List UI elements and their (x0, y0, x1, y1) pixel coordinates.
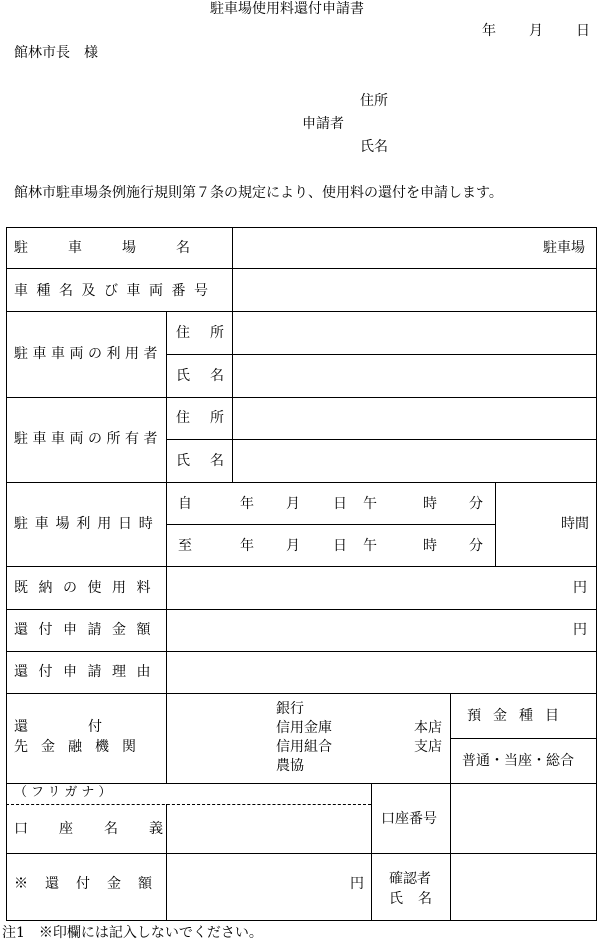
final-refund-field[interactable] (167, 854, 370, 920)
paid-fee-unit: 円 (573, 580, 587, 596)
deposit-type-label: 預金種目 (467, 708, 571, 724)
applicant-address-label: 住所 (360, 93, 388, 109)
period-hours-unit: 時間 (561, 516, 589, 532)
account-furigana-field[interactable] (167, 784, 370, 804)
final-refund-label: ※還付金額 (14, 876, 169, 892)
furigana-label: （フリガナ） (14, 785, 116, 800)
period-from-label: 自 (178, 496, 192, 512)
paid-fee-field[interactable] (167, 567, 595, 608)
confirmer-name-label: 氏名 (389, 891, 447, 907)
refund-amount-label: 還付申請金額 (14, 622, 161, 638)
owner-name-label: 氏名 (176, 453, 244, 469)
institution-shinkumi: 信用組合 (276, 739, 332, 755)
from-day-unit: 日 (333, 496, 347, 512)
footer-note: 注1 ※印欄には記入しないでください。 (2, 925, 263, 941)
refund-amount-unit: 円 (573, 622, 587, 638)
to-ampm-unit: 午 (363, 538, 377, 554)
form-title: 駐車場使用料還付申請書 (210, 1, 364, 17)
institution-nokyo: 農協 (276, 758, 304, 774)
user-label: 駐車車両の利用者 (14, 346, 162, 362)
vehicle-label: 車種名及び車両番号 (14, 283, 217, 299)
applicant-group-label: 申請者 (302, 116, 344, 132)
from-ampm-unit: 午 (363, 496, 377, 512)
user-name-label: 氏名 (176, 368, 244, 384)
user-address-field[interactable] (233, 312, 595, 353)
period-label: 駐車場利用日時 (14, 516, 160, 532)
owner-address-label: 住所 (176, 410, 244, 426)
confirmer-seal-field[interactable] (451, 854, 595, 920)
applicant-name-label: 氏名 (360, 139, 388, 155)
reason-label: 還付申請理由 (14, 664, 161, 680)
from-month-unit: 月 (286, 496, 300, 512)
reason-field[interactable] (167, 652, 595, 692)
user-address-label: 住所 (176, 325, 244, 341)
from-minute-unit: 分 (469, 496, 483, 512)
parking-name-label: 駐車場名 (14, 240, 230, 256)
account-number-label: 口座番号 (381, 811, 437, 827)
from-hour-unit: 時 (423, 496, 437, 512)
addressee: 館林市長 様 (14, 45, 98, 61)
deposit-type-options[interactable]: 普通・当座・総合 (462, 753, 574, 769)
branch-sub: 支店 (414, 739, 442, 755)
from-year-unit: 年 (240, 496, 254, 512)
declaration-text: 館林市駐車場条例施行規則第７条の規定により、使用料の還付を申請します。 (14, 185, 503, 201)
user-name-field[interactable] (233, 355, 595, 396)
to-year-unit: 年 (240, 538, 254, 554)
to-minute-unit: 分 (469, 538, 483, 554)
paid-fee-label: 既納の使用料 (14, 580, 161, 596)
to-hour-unit: 時 (423, 538, 437, 554)
period-to-label: 至 (178, 538, 192, 554)
to-month-unit: 月 (286, 538, 300, 554)
bank-label-bottom: 先金融機関 (14, 739, 149, 755)
branch-main: 本店 (414, 720, 442, 736)
to-day-unit: 日 (333, 538, 347, 554)
vehicle-field[interactable] (233, 269, 595, 310)
owner-label: 駐車車両の所有者 (14, 431, 162, 447)
bank-label-top: 還付 (14, 719, 162, 735)
account-number-field[interactable] (451, 784, 595, 852)
account-holder-label: 口座名義 (14, 821, 194, 837)
institution-shinkin: 信用金庫 (276, 720, 332, 736)
bank-name-field[interactable] (167, 694, 449, 783)
date-day: 日 (576, 23, 590, 39)
account-holder-field[interactable] (167, 805, 370, 852)
date-year: 年 (482, 23, 496, 39)
parking-name-field[interactable] (233, 228, 595, 267)
owner-address-field[interactable] (233, 398, 595, 438)
final-refund-unit: 円 (350, 876, 364, 892)
date-month: 月 (529, 23, 543, 39)
parking-name-suffix: 駐車場 (543, 240, 585, 256)
refund-amount-field[interactable] (167, 610, 595, 650)
owner-name-field[interactable] (233, 440, 595, 481)
confirmer-label: 確認者 (389, 871, 431, 887)
institution-bank: 銀行 (276, 701, 304, 717)
